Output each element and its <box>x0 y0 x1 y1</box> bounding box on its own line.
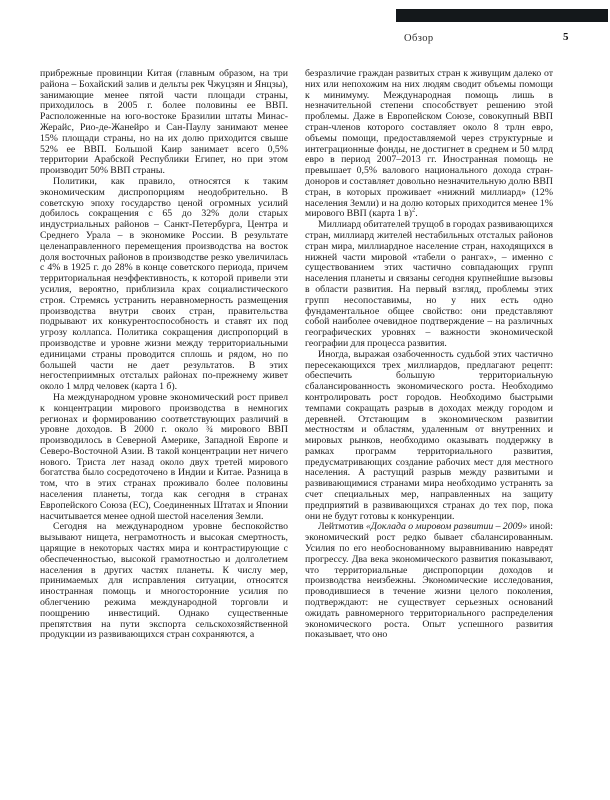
paragraph: Иногда, выражая озабоченность судьбой этих частично пересекающихся трех миллиардов, предлагают рецепт: обеспечить бо́льшую территориальную сбалансированность экономического роста. Необходимо контролировать рост городов. Необходимо быстрыми темпами сокращать разрыв в доходах между городом и деревней. Отстающим в экономическом развитии местностям и областям, удаленным от внутренних и мировых рынков, необходимо оказывать поддержку в рамках программ территориального развития, предусматривающих создание рабочих мест для местного населения. А растущий разрыв между развитыми и развивающимися странами мира необходимо устранять за счет специальных мер, направленных на защиту предприятий в развивающихся странах до тех пор, пока они не будут готовы к конкуренции. <box>305 348 553 522</box>
paragraph: Лейтмотив «Доклада о мировом развитии – 2009» иной: экономический рост редко бывает сбалансированным. Усилия по его необоснованному выравниванию навредят прогрессу. Два века экономического развития показывают, что территориальные диспропорции доходов и производства неизбежны. Экономические исследования, проводившиеся в течение жизни целого поколения, подтверждают: не существует серьезных оснований ожидать равномерного территориального распределения экономического роста. Опыт успешного развития показывает, что оно <box>305 521 553 641</box>
running-head-title: Обзор <box>404 33 434 44</box>
paragraph: безразличие граждан развитых стран к живущим далеко от них или непохожим на них людям сводит объемы помощи к минимуму. Международная помощь лишь в незначительной степени способствует решению этой проблемы. Даже в Европейском Союзе, совокупный ВВП стран-членов которого составляет около 8 трлн евро, объемы помощи, предоставляемой через структурные и интеграционные фонды, не достигнет в среднем и 50 млрд евро в период 2007–2013 гг. Иностранная помощь не превышает 0,5% валового национального дохода стран-доноров и составляет довольно незначительную долю ВВП стран, в которых проживает «нижний миллиард» (12% населения Земли) и на долю которых приходится менее 1% мирового ВВП (карта 1 в)$^2$. <box>305 68 553 220</box>
paragraph: Сегодня на международном уровне беспокойство вызывают нищета, неграмотность и высокая смертность, царящие в некоторых частях мира и контрастирующие с обеспеченностью, высокой грамотностью и долголетием населения в других частях планеты. К числу мер, принимаемых для исправления ситуации, относятся иностранная помощь и многосторонние усилия по облегчению режима международной торговли и поощрению инвестиций. Однако существенные препятствия на пути экспорта сельскохозяйственной продукции из развивающихся стран сохраняются, а <box>40 521 288 641</box>
page-number: 5 <box>563 31 569 43</box>
paragraph: На международном уровне экономический рост привел к концентрации мирового производства в немногих регионах и формированию соответствующих различий в уровне доходов. В 2000 г. около ¾ мирового ВВП производилось в Северной Америке, Западной Европе и Северо-Восточной Азии. В такой концентрации нет ничего нового. Триста лет назад около двух третей мирового богатства было сосредоточено в Индии и Китае. Разница в том, что в этих странах проживало более половины населения планеты, тогда как сегодня в странах Европейского Союза (ЕС), Соединенных Штатах и Японии насчитывается менее одной шестой населения Земли. <box>40 391 288 522</box>
paragraph: Политики, как правило, относятся к таким экономическим диспропорциям неодобрительно. В советскую эпоху государство ценой огромных усилий добилось сокращения с 65 до 32% доли старых индустриальных районов – Санкт-Петербурга, Центра и Среднего Урала – в экономике России. В результате целенаправленного перемещения производства на восток доля восточных районов в производстве резко увеличилась с 4% в 1925 г. до 28% в конце советского периода, причем территориальная неэффективность, к которой привели эти усилия, вероятно, приблизила крах социалистического строя. Стремясь устранить неравномерность размещения производства внутри своих стран, правительства подрывают их конкурентоспособность и ставят их под угрозу коллапса. Политика сокращения диспропорций в производстве и уровне жизни между территориальными единицами страны проводится сплошь и рядом, но по большей части не дает результатов. В этих негостеприимных отсталых районах по-прежнему живет около 1 млрд человек (карта 1 б). <box>40 175 288 393</box>
text-column-left <box>40 69 288 641</box>
text-columns <box>40 69 553 641</box>
paragraph: Миллиард обитателей трущоб в городах развивающихся стран, миллиард жителей нестабильных отсталых районов стран мира, миллиардное население стран, находящихся в нижней части мировой «табели о рангах», – именно с существованием этих частично совпадающих групп населения планеты и связаны сегодня крупнейшие вызовы в области развития. На первый взгляд, проблемы этих групп несопоставимы, но у них есть одно фундаментальное общее свойство: они представляют собой наиболее очевидное подтверждение – на различных географических уровнях – важности экономической географии для процесса развития. <box>305 219 554 349</box>
header-bar <box>396 9 608 22</box>
text-column-right <box>305 69 553 641</box>
paragraph: прибрежные провинции Китая (главным образом, на три района – Бохайский залив и дельты рек Чжуцзян и Янцзы), занимающие менее пятой части площади страны, приходилось в 2005 г. более половины ее ВВП. Расположенные на юго-востоке Бразилии штаты Минас-Жерайс, Рио-де-Жанейро и Сан-Паулу занимают менее 15% площади страны, но на их долю приходится свыше 52% ее ВВП. Большой Каир занимает всего 0,5% территории Арабской Республики Египет, но при этом производит 50% ВВП страны. <box>40 68 288 177</box>
